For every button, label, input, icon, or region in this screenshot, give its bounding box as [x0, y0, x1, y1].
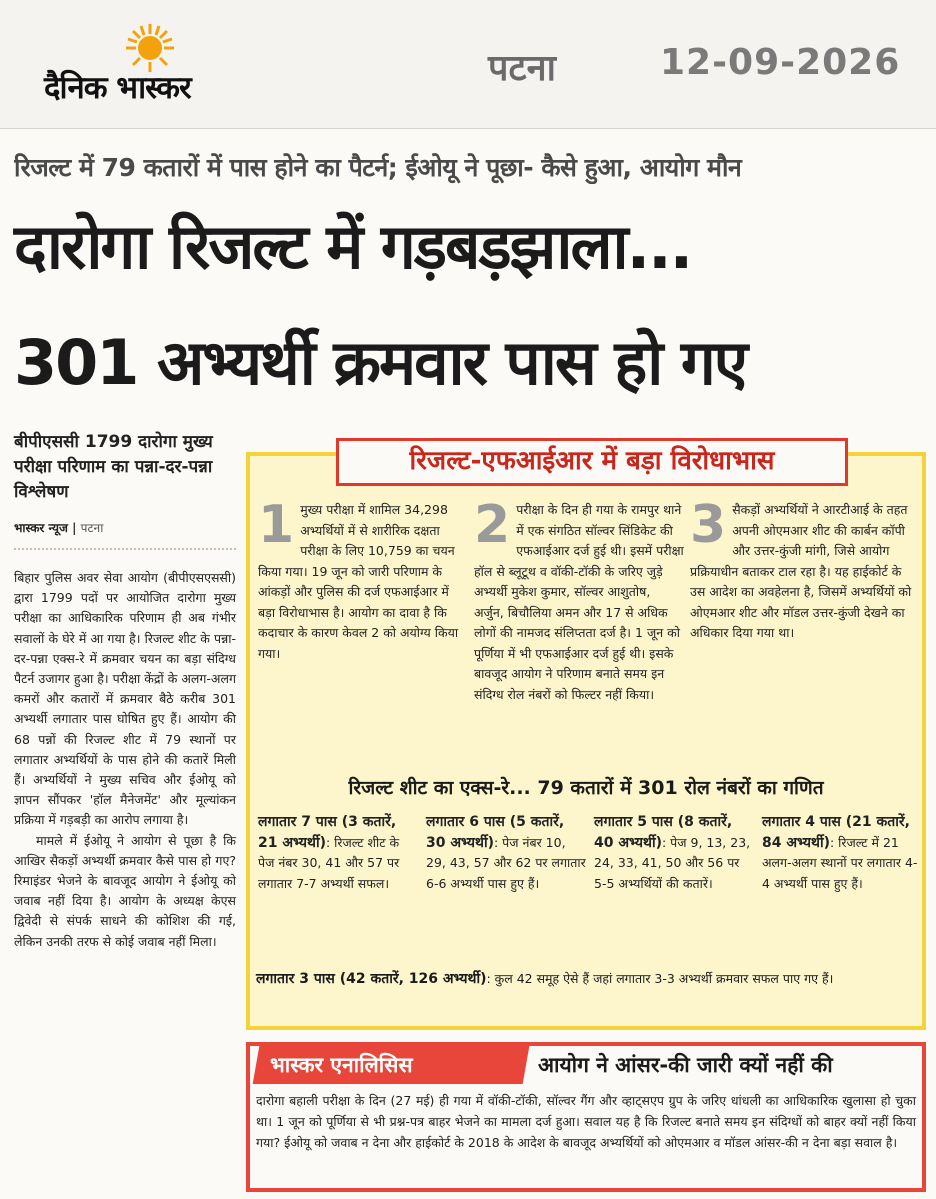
analysis-title: आयोग ने आंसर-की जारी क्यों नहीं की — [538, 1053, 833, 1077]
point-text: परीक्षा के दिन ही गया के रामपुर थाने में एक संगठित सॉल्वर सिंडिकेट की एफआईआर दर्ज हुई थी। इसमें परीक्षा हॉल से ब्लूटूथ व वॉकी-टॉकी के जरिए जुड़े अभ्यर्थी मुकेश कुमार, सॉल्वर आशुतोष, अर्जुन, बिचौलिया अमन और 17 से अधिक लोगों की नामजद संलिप्तता दर्ज है। 1 जून को पूर्णिया में भी एफआईआर दर्ज हुई थी। इसके बावजूद आयोग ने परिणाम बनाते समय इन संदिग्ध रोल नंबरों को फिल्टर नहीं किया। — [474, 502, 684, 702]
kicker-line: रिजल्ट में 79 कतारों में पास होने का पैटर्न; ईओयू ने पूछा- कैसे हुआ, आयोग मौन — [14, 153, 742, 182]
masthead — [0, 0, 936, 129]
edition-city: पटना — [488, 48, 556, 89]
point-number: 3 — [690, 495, 727, 555]
article-body — [14, 568, 236, 952]
point-text: मुख्य परीक्षा में शामिल 34,298 अभ्यर्थियों में से शारीरिक दक्षता परीक्षा के लिए 10,759 का चयन किया गया। 19 जून को जारी परिणाम के आंकड़ों और पुलिस की दर्ज एफआईआर में बड़ा विरोधाभास है। आयोग का दावा है कि कदाचार के कारण केवल 2 को अयोग्य किया गया। — [258, 502, 459, 661]
analysis-body: दारोगा बहाली परीक्षा के दिन (27 मई) ही गया में वॉकी-टॉकी, सॉल्वर गैंग और व्हाट्सएप ग्रुप के जरिए धांधली का आधिकारिक खुलासा हो चुका था। 1 जून को पूर्णिया से भी प्रश्न-पत्र बाहर भेजने का मामला दर्ज हुआ। सवाल यह है कि रिजल्ट बनाते समय इन संदिग्धों को बाहर क्यों नहीं किया गया? ईओयू को जवाब न देना और हाईकोर्ट के 2018 के आदेश के बावजूद अभ्यर्थियों को ओएमआर व मॉडल आंसर-की न देना बड़ा सवाल है। — [256, 1093, 916, 1150]
stat-item-last — [256, 968, 916, 990]
fact-point — [690, 495, 912, 644]
article-paragraph: बिहार पुलिस अवर सेवा आयोग (बीपीएसएससी) द्वारा 1799 पदों पर आयोजित दारोगा मुख्य परीक्षा का आधिकारिक परिणाम ही अब गंभीर सवालों के घेरे में आ गया है। रिजल्ट शीट के पन्ना-दर-पन्ना एक्स-रे में क्रमवार चयन का बड़ा संदिग्ध पैटर्न उजागर हुआ है। परीक्षा केंद्रों के अलग-अलग कमरों और कतारों में क्रमवार बैठे करीब 301 अभ्यर्थी लगातार पास घोषित हुए हैं। आयोग की 68 पन्नों की रिजल्ट शीट में 79 स्थानों पर लगातार अभ्यर्थियों के पास होने की कतारें मिली हैं। अभ्यर्थियों ने मुख्य सचिव और ईओयू को ज्ञापन सौंपकर 'हॉल मैनेजमेंट' और मूल्यांकन प्रक्रिया में गड़बड़ी का आरोप लगाया है। — [14, 570, 236, 828]
section-title: रिजल्ट शीट का एक्स-रे... 79 कतारों में 301 रोल नंबरों का गणित — [348, 777, 824, 799]
stat-text: : रिजल्ट शीट के पेज नंबर 30, 41 और 57 पर लगातार 7-7 अभ्यर्थी सफल। — [258, 834, 400, 891]
left-column — [14, 430, 236, 952]
byline: भास्कर न्यूज | पटना — [14, 521, 104, 535]
stat-text: : पेज 9, 13, 23, 24, 33, 41, 50 और 56 पर 5-5 अभ्यर्थियों की कतारें। — [594, 834, 751, 891]
stat-item — [426, 812, 586, 894]
headline-line-2: 301 अभ्यर्थी क्रमवार पास हो गए — [14, 326, 747, 399]
stat-head: लगातार 6 पास (5 कतारें, 30 अभ्यर्थी) — [426, 814, 565, 851]
brand-name: दैनिक भास्कर — [44, 70, 191, 106]
brand-logo — [40, 22, 270, 112]
stat-head: लगातार 5 पास (8 कतारें, 40 अभ्यर्थी) — [594, 814, 733, 851]
stat-head: लगातार 4 पास (21 कतारें, 84 अभ्यर्थी) — [762, 814, 910, 851]
sub-headline: बीपीएससी 1799 दारोगा मुख्य परीक्षा परिणाम का पन्ना-दर-पन्ना विश्लेषण — [14, 432, 213, 502]
stat-item — [594, 812, 754, 894]
stat-head: लगातार 7 पास (3 कतारें, 21 अभ्यर्थी) — [258, 814, 397, 851]
point-number: 1 — [258, 495, 295, 555]
article-paragraph: मामले में ईओयू ने आयोग से पूछा है कि आखिर सैकड़ों अभ्यर्थी क्रमवार कैसे पास हो गए? रिमाइंडर भेजने के बावजूद आयोग ने ईओयू को जवाब नहीं दिया है। आयोग के अध्यक्ष केएस द्विवेदी से संपर्क साधने की कोशिश की गई, लेकिन उनकी तरफ से कोई जवाब नहीं मिला। — [14, 832, 236, 949]
stat-item — [762, 812, 922, 894]
fact-point — [474, 495, 684, 705]
stat-text: : रिजल्ट में 21 अलग-अलग स्थानों पर लगातार 4-4 अभ्यर्थी पास हुए हैं। — [762, 834, 918, 891]
byline-source: भास्कर न्यूज — [14, 521, 68, 535]
stat-item — [258, 812, 418, 894]
point-text: सैकड़ों अभ्यर्थियों ने आरटीआई के तहत अपनी ओएमआर शीट की कार्बन कॉपी और उत्तर-कुंजी मांगी, जिसे आयोग प्रक्रियाधीन बताकर टाल रहा है। यह हाईकोर्ट के उस आदेश का अवहेलना है, जिसमें अभ्यर्थियों को ओएमआर शीट और मॉडल उत्तर-कुंजी देखने का अधिकार दिया गया था। — [690, 502, 912, 640]
stat-text: : कुल 42 समूह ऐसे हैं जहां लगातार 3-3 अभ्यर्थी क्रमवार सफल पाए गए हैं। — [486, 971, 834, 986]
divider — [14, 548, 236, 554]
stat-text: : पेज नंबर 10, 29, 43, 57 और 62 पर लगातार 6-6 अभ्यर्थी पास हुए हैं। — [426, 834, 586, 891]
byline-city: पटना — [80, 521, 104, 535]
point-number: 2 — [474, 495, 511, 555]
analysis-tag: भास्कर एनालिसिस — [270, 1053, 413, 1077]
stat-head: लगातार 3 पास (42 कतारें, 126 अभ्यर्थी) — [256, 971, 487, 987]
edition-date: 12-09-2026 — [660, 42, 901, 83]
headline-line-1: दारोगा रिजल्ट में गड़बड़झाला... — [14, 210, 692, 283]
fact-box-title: रिजल्ट-एफआईआर में बड़ा विरोधाभास — [336, 438, 848, 486]
fact-point — [258, 495, 468, 664]
